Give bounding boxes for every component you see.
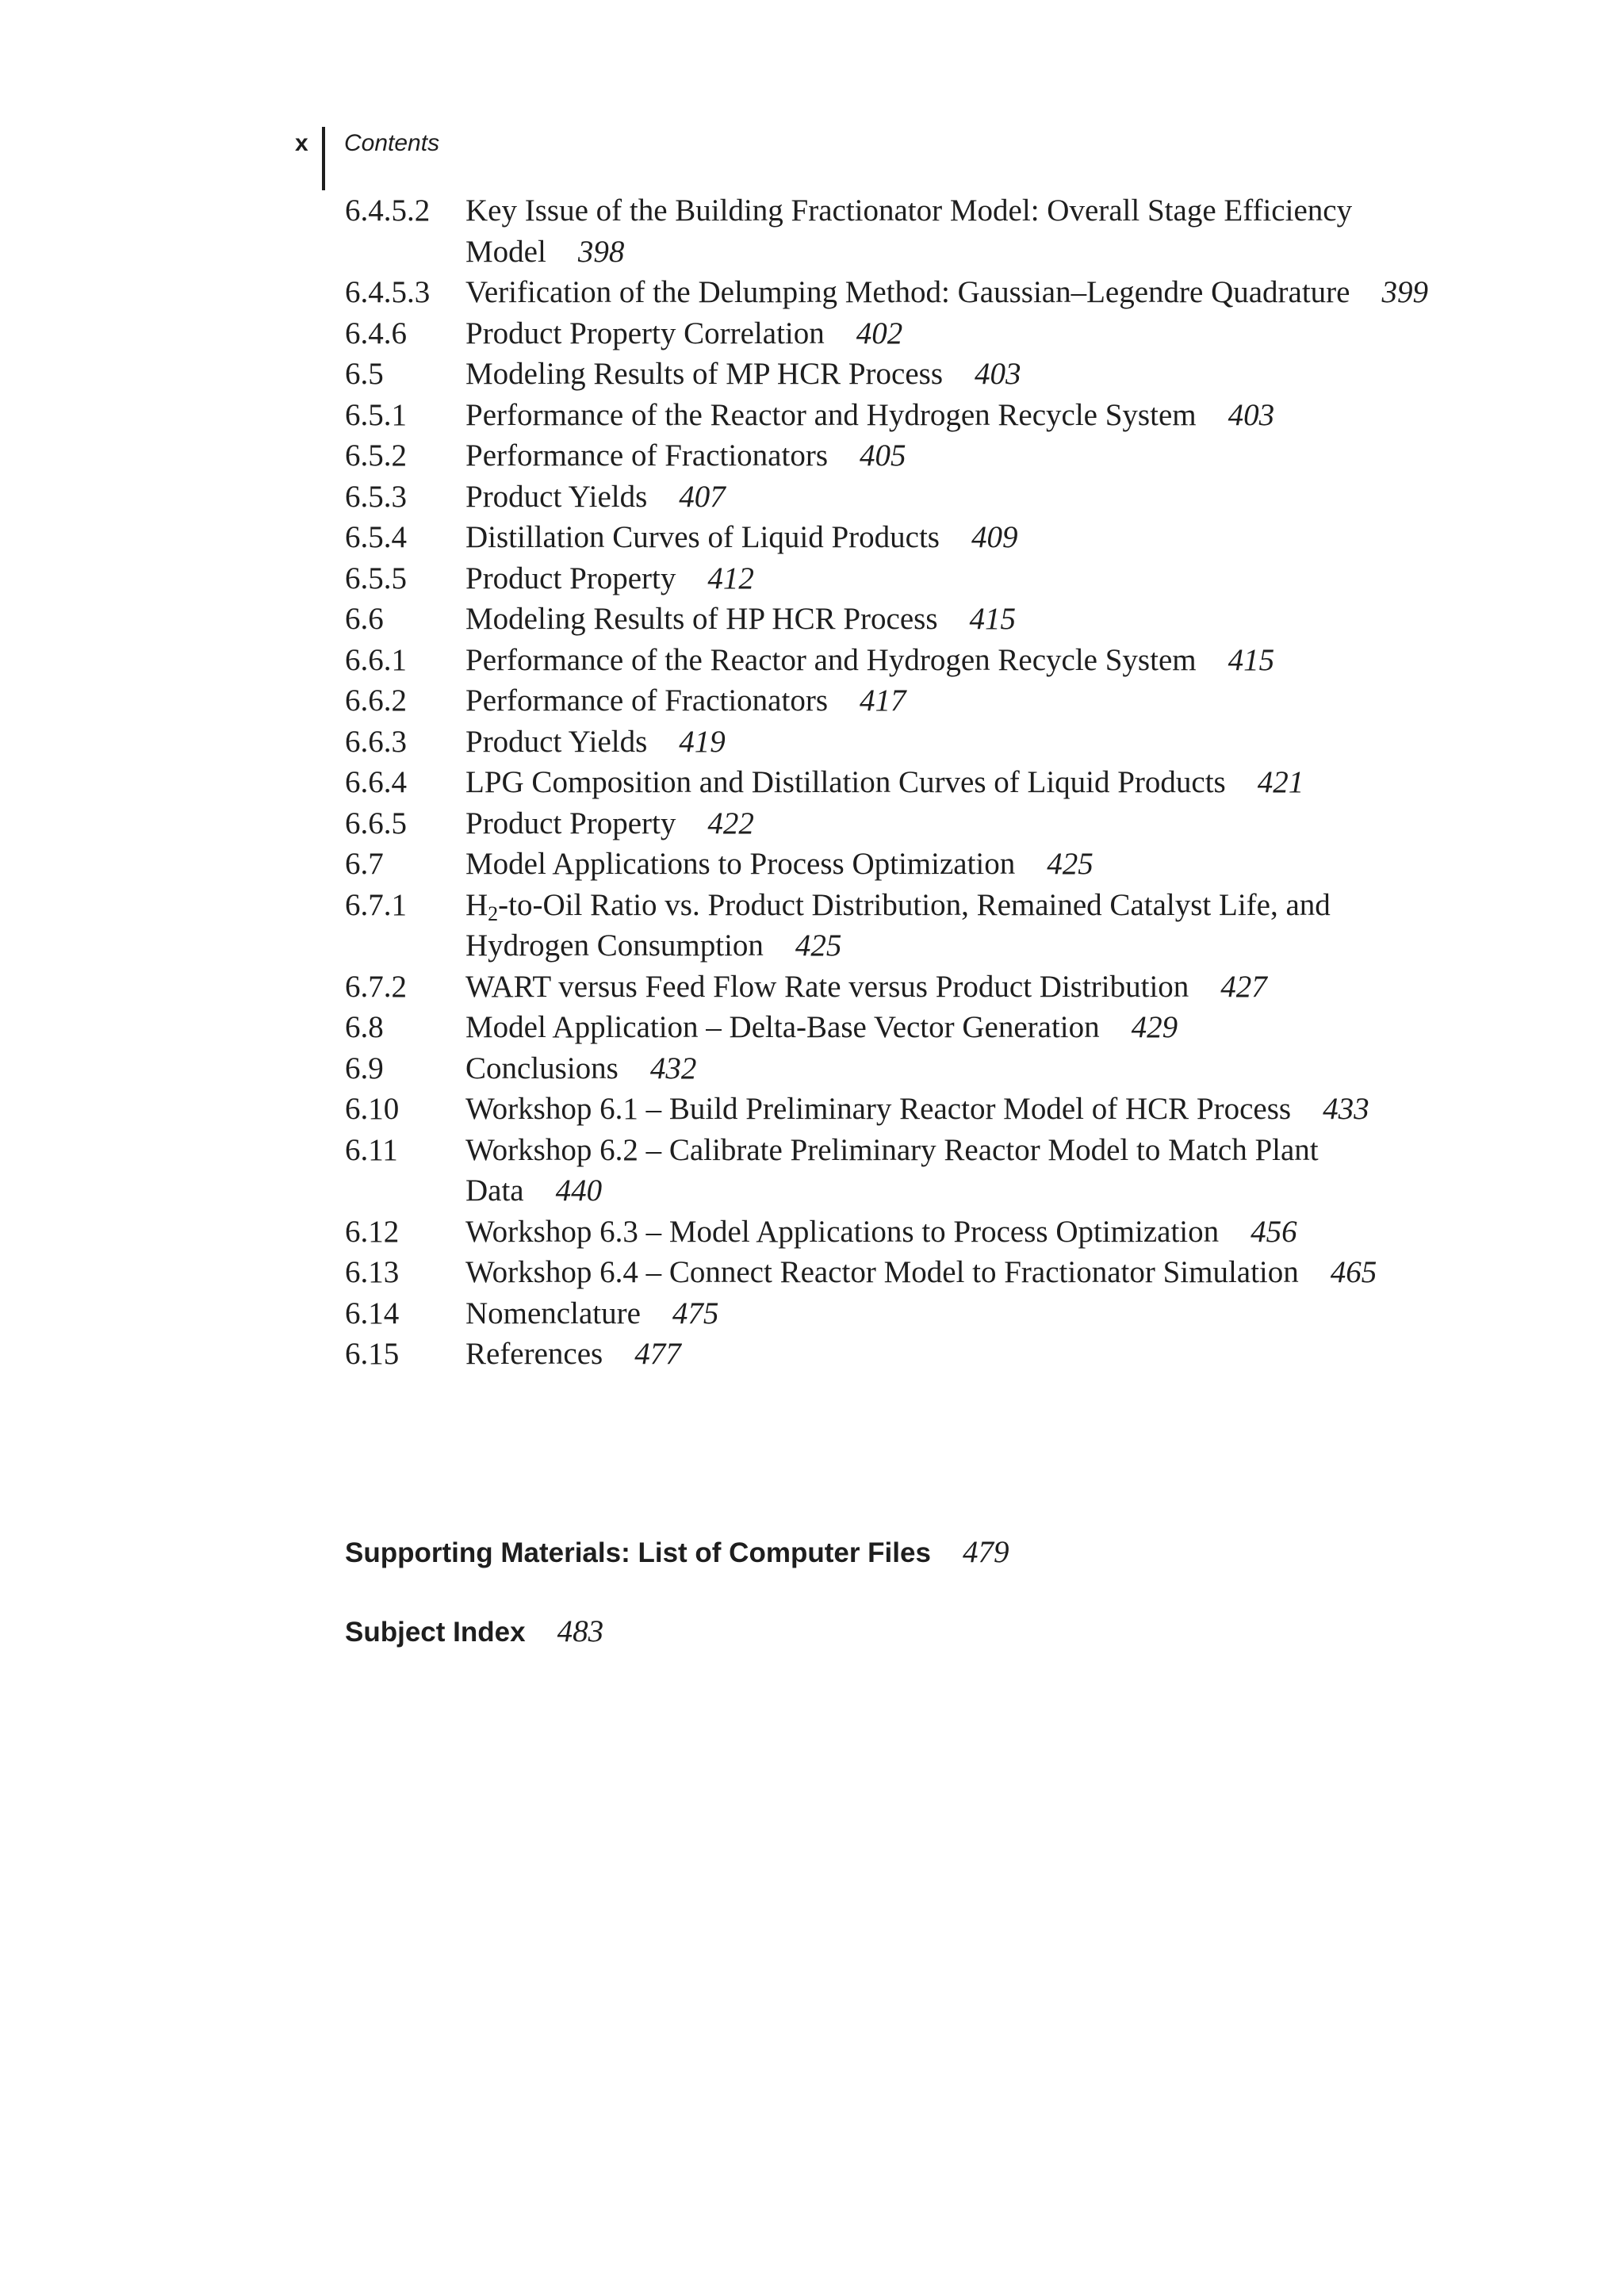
page-number: x	[295, 130, 308, 156]
toc-entry[interactable]	[345, 967, 1439, 1008]
page-ref: 412	[707, 561, 754, 595]
page-ref: 421	[1257, 765, 1304, 799]
page-ref: 475	[672, 1296, 719, 1330]
section-number: 6.13	[345, 1255, 400, 1289]
running-head: Contents	[344, 130, 440, 156]
section-number: 6.6.1	[345, 642, 407, 677]
toc-entry[interactable]	[345, 722, 1439, 763]
section-number: 6.5.5	[345, 561, 407, 595]
section-number: 6.5	[345, 357, 384, 391]
page-ref: 425	[1047, 847, 1094, 881]
toc-entry[interactable]	[345, 1293, 1439, 1334]
page-ref: 403	[975, 357, 1021, 391]
toc-entry[interactable]	[345, 803, 1439, 844]
toc-entry[interactable]	[345, 844, 1439, 885]
backmatter-supporting-materials[interactable]	[345, 1535, 1009, 1571]
section-title: Modeling Results of HP HCR Process 415	[465, 602, 1016, 636]
toc-entry[interactable]	[345, 1212, 1439, 1253]
section-title: Modeling Results of MP HCR Process 403	[465, 357, 1021, 391]
toc-entry[interactable]	[345, 599, 1439, 640]
section-number: 6.11	[345, 1132, 398, 1167]
page-ref: 479	[962, 1535, 1009, 1569]
toc-entry[interactable]	[345, 1007, 1439, 1048]
page-ref: 477	[634, 1337, 681, 1371]
section-title: Model Applications to Process Optimization 425	[465, 847, 1094, 881]
section-number: 6.7.1	[345, 887, 407, 922]
section-title: Model Application – Delta-Base Vector Generation 429	[465, 1010, 1178, 1044]
header-divider	[322, 127, 325, 190]
toc-entry[interactable]	[345, 435, 1439, 477]
page-ref: 407	[679, 479, 726, 514]
section-title: References 477	[465, 1337, 681, 1371]
section-number: 6.6.5	[345, 806, 407, 840]
page-ref: 425	[795, 928, 842, 963]
section-title: Performance of Fractionators 417	[465, 683, 906, 718]
section-title: Workshop 6.2 – Calibrate Preliminary Reactor Model to Match Plant Data 440	[465, 1132, 1319, 1208]
section-number: 6.5.4	[345, 520, 407, 554]
section-title: Nomenclature 475	[465, 1296, 719, 1330]
page-ref: 419	[679, 724, 726, 759]
page-ref: 433	[1323, 1092, 1369, 1126]
page-ref: 409	[971, 520, 1018, 554]
section-number: 6.6.2	[345, 683, 407, 718]
section-title: Performance of Fractionators 405	[465, 438, 906, 473]
page-ref: 398	[577, 234, 625, 269]
section-number: 6.4.5.3	[345, 275, 431, 309]
toc-entry[interactable]	[345, 313, 1439, 354]
section-title: Product Property 412	[465, 561, 754, 595]
section-number: 6.12	[345, 1214, 400, 1249]
page-ref: 456	[1251, 1214, 1297, 1249]
toc-entry[interactable]	[345, 885, 1439, 967]
section-number: 6.5.2	[345, 438, 407, 473]
toc-entry[interactable]	[345, 272, 1439, 313]
toc-entry[interactable]	[345, 558, 1439, 599]
section-number: 6.7	[345, 847, 384, 881]
page-ref: 417	[860, 683, 906, 718]
toc-entry[interactable]	[345, 1252, 1439, 1293]
toc-entry[interactable]	[345, 1130, 1439, 1212]
section-number: 6.6.3	[345, 724, 407, 759]
page-ref: 440	[555, 1173, 603, 1208]
section-number: 6.15	[345, 1337, 400, 1371]
section-number: 6.4.6	[345, 316, 407, 350]
subscript: 2	[488, 902, 499, 925]
toc-entry[interactable]	[345, 517, 1439, 558]
section-title: Performance of the Reactor and Hydrogen Recycle System 403	[465, 397, 1275, 432]
page-ref: 429	[1131, 1010, 1178, 1044]
section-title: WART versus Feed Flow Rate versus Product Distribution 427	[465, 969, 1267, 1004]
toc-entry[interactable]	[345, 1334, 1439, 1375]
section-number: 6.5.1	[345, 397, 407, 432]
section-title: Verification of the Delumping Method: Gaussian–Legendre Quadrature 399	[465, 275, 1428, 309]
section-number: 6.10	[345, 1092, 400, 1126]
toc-entry[interactable]	[345, 762, 1439, 803]
toc-entry[interactable]	[345, 395, 1439, 436]
toc-entry[interactable]	[345, 640, 1439, 681]
backmatter-title: Subject Index	[345, 1617, 526, 1648]
backmatter-title: Supporting Materials: List of Computer Files	[345, 1537, 931, 1568]
page-ref: 399	[1381, 275, 1428, 309]
section-title: Product Property 422	[465, 806, 754, 840]
page-ref: 427	[1220, 969, 1267, 1004]
page-ref: 403	[1228, 397, 1275, 432]
page-ref: 422	[707, 806, 754, 840]
page-ref: 415	[1228, 642, 1275, 677]
section-number: 6.9	[345, 1051, 384, 1085]
page-ref: 483	[557, 1614, 604, 1648]
section-number: 6.5.3	[345, 479, 407, 514]
toc-entry[interactable]	[345, 1089, 1439, 1130]
section-title: Product Property Correlation 402	[465, 316, 903, 350]
section-number: 6.8	[345, 1010, 384, 1044]
page-ref: 402	[856, 316, 903, 350]
backmatter-subject-index[interactable]	[345, 1614, 603, 1650]
section-title: Workshop 6.3 – Model Applications to Process Optimization 456	[465, 1214, 1297, 1249]
section-title: $H_2-to$-Oil Ratio vs. Product Distribution, Remained Catalyst Life, and Hydrogen Consumption 425	[465, 887, 1331, 963]
section-title: Product Yields 419	[465, 724, 726, 759]
toc-entry[interactable]	[345, 1048, 1439, 1089]
section-title: Conclusions 432	[465, 1051, 697, 1085]
toc-entry[interactable]	[345, 190, 1439, 272]
section-title: Distillation Curves of Liquid Products 409	[465, 520, 1018, 554]
section-title: Performance of the Reactor and Hydrogen Recycle System 415	[465, 642, 1275, 677]
section-number: 6.6	[345, 602, 384, 636]
section-number: 6.7.2	[345, 969, 407, 1004]
page-ref: 465	[1330, 1255, 1377, 1289]
section-number: 6.4.5.2	[345, 193, 431, 228]
section-title: LPG Composition and Distillation Curves of Liquid Products 421	[465, 765, 1304, 799]
page-ref: 405	[860, 438, 906, 473]
toc-list	[345, 190, 1439, 1375]
section-title: Key Issue of the Building Fractionator Model: Overall Stage Efficiency Model 398	[465, 193, 1353, 269]
page-ref: 415	[969, 602, 1016, 636]
toc-entry[interactable]	[345, 477, 1439, 518]
toc-entry[interactable]	[345, 354, 1439, 395]
section-number: 6.6.4	[345, 765, 407, 799]
page-ref: 432	[649, 1051, 697, 1085]
section-title: Product Yields 407	[465, 479, 726, 514]
toc-entry[interactable]	[345, 680, 1439, 722]
section-title: Workshop 6.1 – Build Preliminary Reactor Model of HCR Process 433	[465, 1092, 1369, 1126]
section-title: Workshop 6.4 – Connect Reactor Model to Fractionator Simulation 465	[465, 1255, 1377, 1289]
section-number: 6.14	[345, 1296, 400, 1330]
